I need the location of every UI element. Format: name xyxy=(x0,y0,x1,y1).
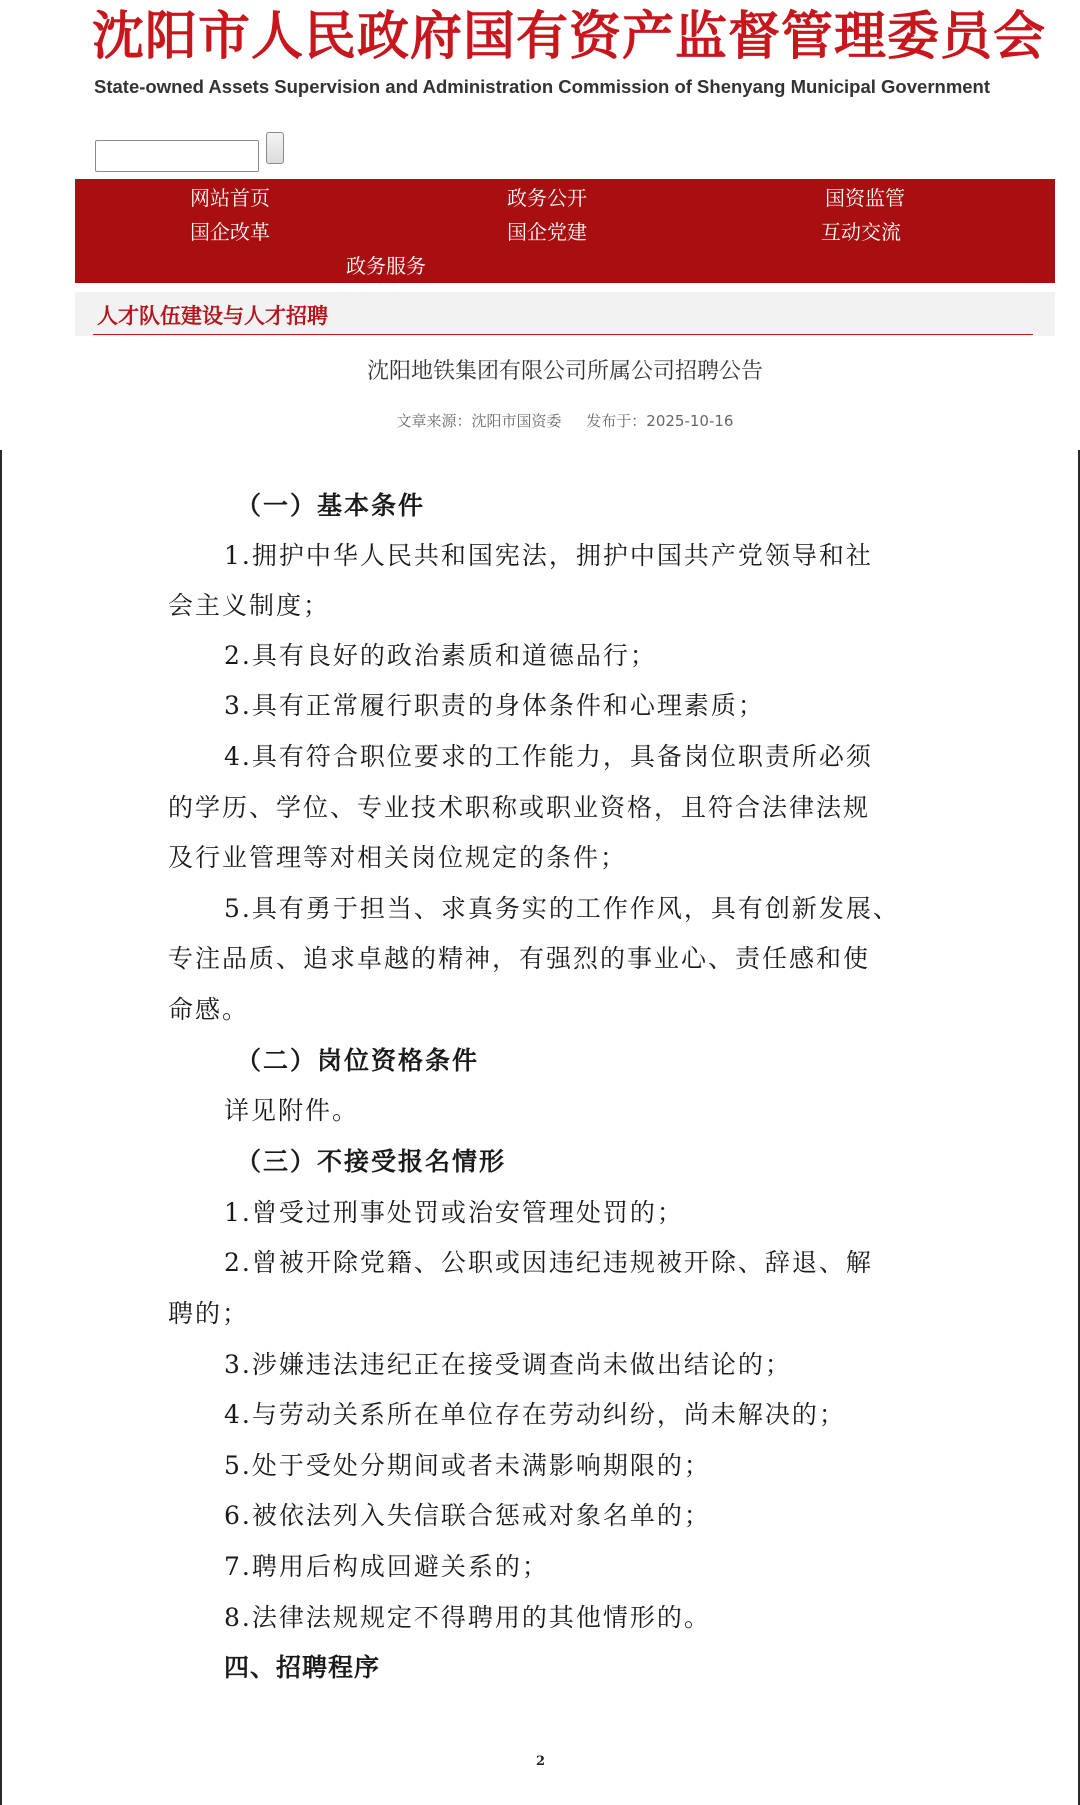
nav-item-supervision[interactable]: 国资监管 xyxy=(825,186,905,210)
doc-heading-recruitment-procedure: 四、招聘程序 xyxy=(224,1653,381,1682)
nav-item-interaction[interactable]: 互动交流 xyxy=(821,220,901,244)
page-number: 2 xyxy=(536,1754,546,1769)
search-button[interactable] xyxy=(266,132,284,164)
doc-line: 4.与劳动关系所在单位存在劳动纠纷，尚未解决的； xyxy=(224,1400,846,1429)
doc-line: 专注品质、追求卓越的精神，有强烈的事业心、责任感和使 xyxy=(168,944,871,973)
section-bar xyxy=(75,292,1055,336)
doc-line: 3.具有正常履行职责的身体条件和心理素质； xyxy=(224,691,765,720)
nav-item-reform[interactable]: 国企改革 xyxy=(190,220,270,244)
doc-line: 8.法律法规规定不得聘用的其他情形的。 xyxy=(224,1603,711,1632)
doc-line: 详见附件。 xyxy=(224,1096,360,1125)
article-source: 文章来源：沈阳市国资委 xyxy=(396,412,562,430)
doc-line: 聘的； xyxy=(168,1299,250,1328)
nav-item-services[interactable]: 政务服务 xyxy=(346,254,426,278)
doc-line: 命感。 xyxy=(168,995,250,1024)
doc-heading-basic-conditions: （一）基本条件 xyxy=(236,491,426,520)
doc-heading-position-qualifications: （二）岗位资格条件 xyxy=(236,1046,480,1075)
doc-line: 的学历、学位、专业技术职称或职业资格，且符合法律法规 xyxy=(168,793,871,822)
doc-line: 1.拥护中华人民共和国宪法，拥护中国共产党领导和社 xyxy=(224,541,873,570)
site-header xyxy=(0,0,1080,120)
doc-line: 6.被依法列入失信联合惩戒对象名单的； xyxy=(224,1501,711,1530)
site-subtitle-en: State-owned Assets Supervision and Administration Commission of Shenyang Municipal Government xyxy=(94,76,991,97)
article-meta xyxy=(0,410,1080,431)
site-title: 沈阳市人民政府国有资产监督管理委员会 xyxy=(92,7,1047,67)
doc-line: 5.具有勇于担当、求真务实的工作作风，具有创新发展、 xyxy=(224,894,900,923)
search-input[interactable] xyxy=(95,140,259,172)
doc-line: 5.处于受处分期间或者未满影响期限的； xyxy=(224,1451,711,1480)
main-nav xyxy=(75,179,1055,283)
article-date: 发布于：2025-10-16 xyxy=(586,412,734,430)
nav-item-home[interactable]: 网站首页 xyxy=(190,186,270,210)
doc-line: 1.曾受过刑事处罚或治安管理处罚的； xyxy=(224,1198,684,1227)
article-title: 沈阳地铁集团有限公司所属公司招聘公告 xyxy=(366,359,763,384)
doc-line: 及行业管理等对相关岗位规定的条件； xyxy=(168,843,628,872)
doc-line: 4.具有符合职位要求的工作能力，具备岗位职责所必须 xyxy=(224,742,873,771)
section-divider xyxy=(93,334,1033,335)
nav-item-party-building[interactable]: 国企党建 xyxy=(507,220,587,244)
doc-line: 2.曾被开除党籍、公职或因违纪违规被开除、辞退、解 xyxy=(224,1248,873,1277)
document-image xyxy=(0,450,1080,1805)
doc-line: 3.涉嫌违法违纪正在接受调查尚未做出结论的； xyxy=(224,1350,792,1379)
section-title[interactable]: 人才队伍建设与人才招聘 xyxy=(97,304,328,328)
nav-item-government-affairs[interactable]: 政务公开 xyxy=(507,186,587,210)
doc-heading-exclusions: （三）不接受报名情形 xyxy=(236,1147,507,1176)
doc-line: 会主义制度； xyxy=(168,591,331,620)
doc-line: 2.具有良好的政治素质和道德品行； xyxy=(224,641,657,670)
doc-line: 7.聘用后构成回避关系的； xyxy=(224,1552,549,1581)
